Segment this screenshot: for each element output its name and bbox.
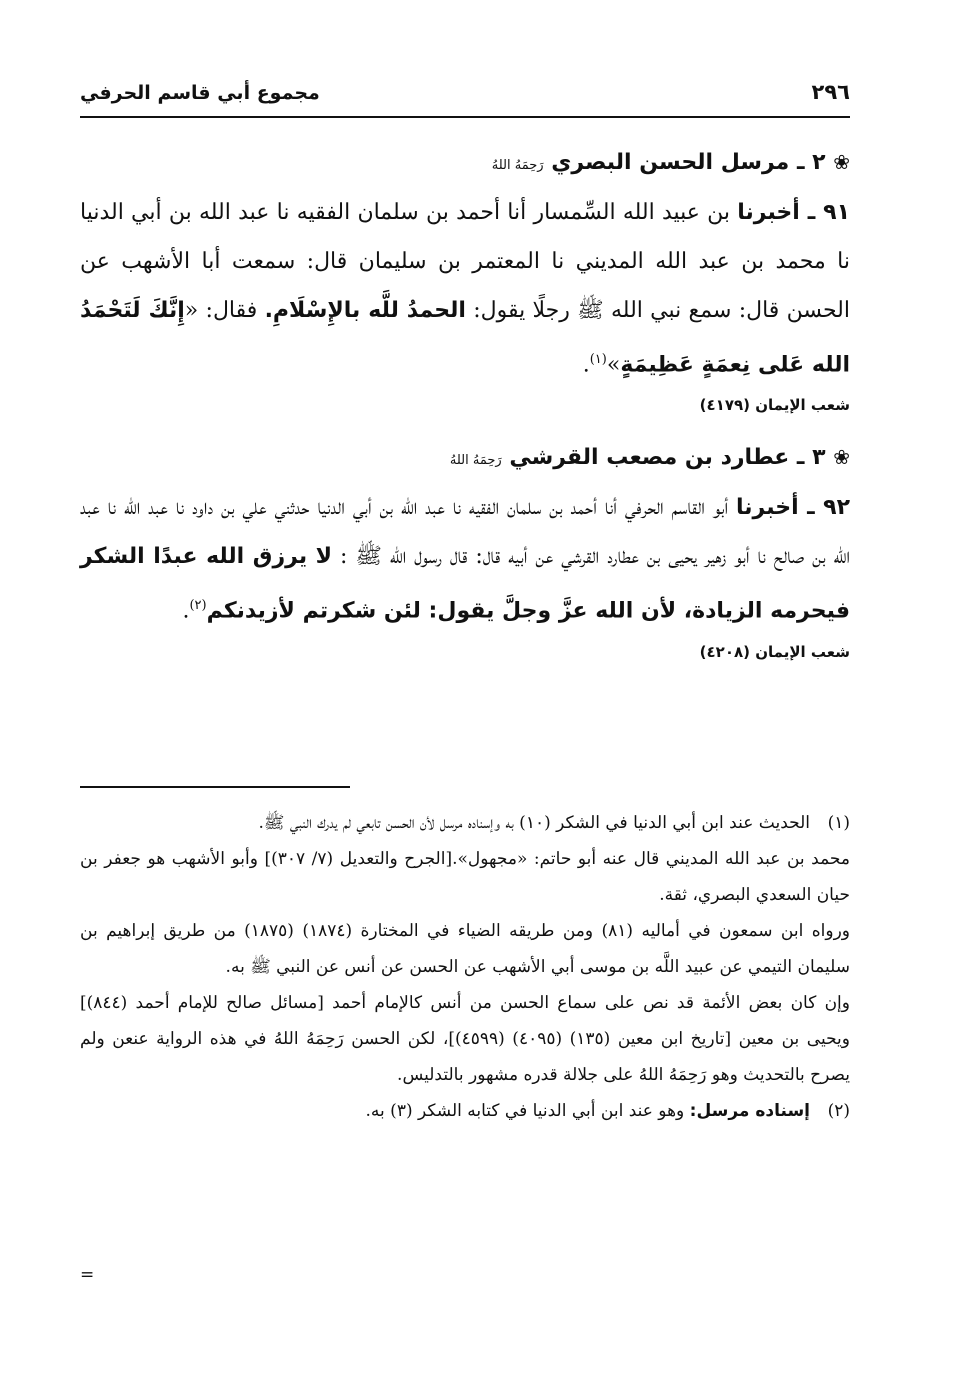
footnote-2 [80,1093,850,1129]
section-title: ٣ ـ عطارد بن مصعب القرشي [509,445,826,471]
footnote-paragraph: الحديث عند ابن أبي الدنيا في الشكر (١٠) به وإسناده مرسل لأن الحسن تابعي لم يدرك النبي ﷺ. [258,813,810,833]
hadith-end: . [182,598,190,624]
footnote-number: (١) [827,813,850,833]
source-reference: شعب الإيمان (٤٢٠٨) [699,642,850,661]
footnote-1 [80,805,850,841]
page-header [80,66,850,104]
footnote-bold: إسناده مرسل: [689,1101,810,1121]
footnote-paragraph: ورواه ابن سمعون في أماليه (٨١) ومن طريقه الضياء في المختارة (١٨٧٤) (١٨٧٥) من طريق إبراهيم بن سليمان التيمي عن عبيد اللَّه بن موسى أبي الأشهب عن الحسن عن أنس عن النبي ﷺ به. [80,921,850,977]
section-heading-3 [80,435,850,483]
hadith-91 [80,188,850,389]
footnote-body [80,1093,810,1129]
section-title: ٢ ـ مرسل الحسن البصري [551,150,826,175]
flower-icon: ❀ [833,150,850,174]
spacer [80,419,850,435]
continuation-mark: = [80,1265,95,1285]
hadith-end: . [582,352,590,378]
hadith-quote-close: » [606,352,621,378]
footnote-ref: (١) [589,352,607,367]
footnote-number: (٢) [827,1101,850,1121]
hadith-quote-open: فقال: « [184,298,265,323]
footnote-paragraph: محمد بن عبد الله المديني قال عنه أبو حاتم: «مجهول».[الجرح والتعديل (٧/ ٣٠٧)] وأبو الأشهب هو جعفر بن حيان السعدي البصري، ثقة. [80,849,850,905]
book-title: مجموع أبي قاسم الحرفي [80,82,320,104]
footnote-paragraph: وإن كان بعض الأئمة قد نص على سماع الحسن من أنس كالإمام أحمد [مسائل صالح للإمام أحمد (٨٤٤)] ويحيى بن معين [تاريخ ابن معين (١٣٥) (٤٠٩٥) (٤٥٩٩)]، لكن الحسن رَحِمَهُ اللهُ في هذه الرواية عنعن ولم يصرح بالتحديث وهو رَحِمَهُ اللهُ على جلالة قدره مشهور بالتدليس. [80,993,850,1085]
section-heading-2 [80,140,850,188]
honorific: رَحِمَهُ اللهُ [449,453,502,469]
hadith-lead: ٩٢ ـ أخبرنا [736,495,850,521]
hadith-quote: إِنَّكَ لَتَحْمَدُ الله عَلى نِعمَةٍ عَظِيمَةٍ [80,298,850,378]
hadith-text: بن عبيد الله السِّمسار أنا أحمد بن سلمان الفقيه نا عبد الله بن أبي الدنيا نا محمد بن عبد الله المديني نا المعتمر بن سليمان قال: سمعت أبا الأشهب عن الحسن قال: سمع نبي الله ﷺ رجلًا يقول: [80,200,850,323]
header-rule [80,116,850,118]
hadith-bold-text: الحمدُ للَّه بالإِسْلَامِ. [264,298,466,323]
honorific: رَحِمَهُ اللهُ [491,158,544,173]
hadith-text: أبو القاسم الحرفي أنا أحمد بن سلمان الفقيه نا عبد الله بن أبي الدنيا حدثني علي بن داود نا عبد الله نا عبد الله بن صالح نا أبو زهير يحيى بن عطارد القرشي عن أبيه قال: قال رسول الله ﷺ : [80,495,850,570]
footnote-ref: (٢) [189,598,207,614]
footnotes [80,805,850,1129]
flower-icon: ❀ [833,445,850,470]
source-reference: شعب الإيمان (٤١٧٩) [699,396,850,415]
hadith-lead: ٩١ ـ أخبرنا [737,200,850,225]
footnote-text: وهو عند ابن أبي الدنيا في كتابه الشكر (٣) به. [365,1101,690,1121]
main-text [80,140,850,666]
footnote-body [80,805,810,841]
hadith-92 [80,483,850,635]
hadith-bold-text: لا يرزق الله عبدًا الشكر فيحرمه الزيادة، لأن الله عزَّ وجلَّ يقول: لئن شكرتم لأزيدنكم [80,544,850,624]
footnote-separator [80,786,350,788]
page-number: ٢٩٦ [811,80,850,104]
